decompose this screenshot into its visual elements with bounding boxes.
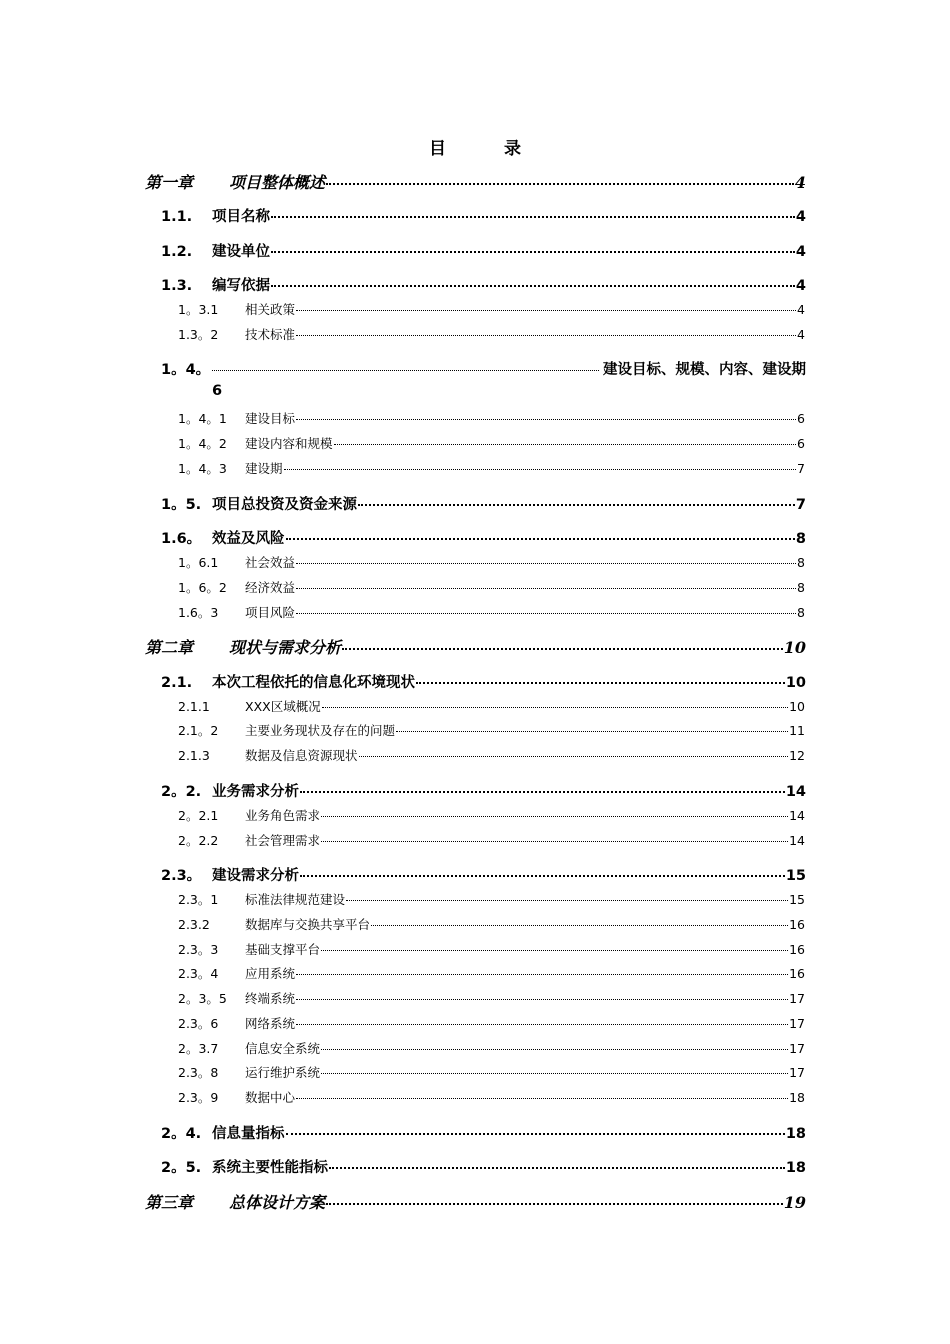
toc-page-number: 8 xyxy=(795,531,806,547)
toc-subsection-1-4-1[interactable] xyxy=(178,409,805,427)
toc-subsection-2-3-7[interactable] xyxy=(178,1039,805,1057)
toc-number: 1。6.1 xyxy=(178,555,219,570)
toc-title: 编写依据 xyxy=(212,278,270,294)
toc-subsection-2-3-1[interactable] xyxy=(178,890,805,908)
toc-number: 2。2.2 xyxy=(178,833,219,848)
dot-leader xyxy=(416,682,785,684)
toc-number: 2.3。 xyxy=(161,868,202,884)
toc-page-number: 15 xyxy=(789,892,805,907)
toc-page-number: 8 xyxy=(797,605,805,620)
toc-page-number: 15 xyxy=(785,868,806,884)
toc-chapter-2[interactable] xyxy=(145,635,806,658)
toc-title: 主要业务现状及存在的问题 xyxy=(245,723,396,738)
toc-title: 建设单位 xyxy=(212,244,270,260)
toc-number: 第一章 xyxy=(145,173,194,192)
page-title: 目 录 xyxy=(429,139,547,159)
toc-title: 社会管理需求 xyxy=(245,833,321,848)
dot-leader xyxy=(284,469,797,470)
toc-number: 2。4. xyxy=(161,1126,202,1142)
dot-leader xyxy=(359,756,789,757)
toc-subsection-2-2-2[interactable] xyxy=(178,831,805,849)
toc-page-number: 19 xyxy=(783,1193,806,1212)
toc-page-number: 16 xyxy=(789,942,805,957)
toc-title: 建设需求分析 xyxy=(212,868,299,884)
toc-page-number: 18 xyxy=(785,1126,806,1142)
toc-page-number: 6 xyxy=(797,436,805,451)
toc-page-number: 6 xyxy=(797,411,805,426)
toc-page-number: 17 xyxy=(789,1016,805,1031)
toc-page-number: 17 xyxy=(789,991,805,1006)
toc-page-number: 4 xyxy=(795,209,806,225)
toc-number: 2.3。8 xyxy=(178,1065,219,1080)
toc-title: 系统主要性能指标 xyxy=(212,1160,328,1176)
toc-subsection-2-3-5[interactable] xyxy=(178,989,805,1007)
toc-number: 1.1. xyxy=(161,209,193,225)
toc-page-number: 14 xyxy=(789,833,805,848)
toc-number: 2。2.1 xyxy=(178,808,219,823)
toc-number: 2.1. xyxy=(161,675,193,691)
toc-title: 数据库与交换共享平台 xyxy=(245,917,371,932)
dot-leader xyxy=(296,974,788,975)
toc-title: 技术标准 xyxy=(245,327,296,342)
toc-section-1-1[interactable] xyxy=(161,205,806,226)
toc-subsection-2-3-9[interactable] xyxy=(178,1088,805,1106)
toc-page-number: 10 xyxy=(785,675,806,691)
toc-page-number: 8 xyxy=(797,555,805,570)
dot-leader xyxy=(321,816,788,817)
toc-subsection-1-6-1[interactable] xyxy=(178,553,805,571)
toc-number: 1。4。 xyxy=(161,362,211,378)
toc-title: 项目风险 xyxy=(245,605,296,620)
toc-number: 1。6。2 xyxy=(178,580,227,595)
toc-title: 效益及风险 xyxy=(212,531,285,547)
toc-title: 总体设计方案 xyxy=(229,1193,326,1212)
toc-subsection-2-2-1[interactable] xyxy=(178,806,805,824)
toc-section-2-3[interactable] xyxy=(161,864,806,885)
toc-subsection-1-4-2[interactable] xyxy=(178,434,805,452)
dot-leader xyxy=(286,538,795,540)
toc-number: 2。5. xyxy=(161,1160,202,1176)
toc-page-number: 18 xyxy=(789,1090,805,1105)
toc-number: 2。2. xyxy=(161,784,202,800)
toc-page-number: 17 xyxy=(789,1065,805,1080)
toc-subsection-2-1-1[interactable] xyxy=(178,697,805,715)
dot-leader xyxy=(321,841,788,842)
dot-leader xyxy=(371,925,788,926)
toc-title: 标准法律规范建设 xyxy=(245,892,346,907)
dot-leader xyxy=(296,335,796,336)
toc-number: 2.1.1 xyxy=(178,699,210,714)
dot-leader xyxy=(396,731,788,732)
toc-page-number: 7 xyxy=(795,497,806,513)
dot-leader xyxy=(271,251,795,253)
dot-leader xyxy=(271,285,795,287)
toc-page-number: 11 xyxy=(789,723,805,738)
toc-title: 业务角色需求 xyxy=(245,808,321,823)
toc-number: 2.3。3 xyxy=(178,942,219,957)
dot-leader xyxy=(342,648,783,650)
dot-leader xyxy=(296,999,788,1000)
toc-title: 数据及信息资源现状 xyxy=(245,748,358,763)
toc-section-1-3[interactable] xyxy=(161,274,806,295)
dot-leader xyxy=(326,183,794,185)
toc-page-number: 4 xyxy=(794,173,806,192)
toc-number: 1。5. xyxy=(161,497,202,513)
toc-subsection-2-3-6[interactable] xyxy=(178,1014,805,1032)
dot-leader xyxy=(212,370,599,371)
toc-page-number: 18 xyxy=(785,1160,806,1176)
dot-leader xyxy=(296,563,796,564)
toc-title: 终端系统 xyxy=(245,991,296,1006)
toc-number: 1.6。3 xyxy=(178,605,219,620)
toc-title: 建设目标、规模、内容、建设期 xyxy=(603,362,806,378)
toc-subsection-2-3-4[interactable] xyxy=(178,964,805,982)
toc-page-number: 12 xyxy=(789,748,805,763)
toc-section-1-4[interactable] xyxy=(161,358,806,399)
toc-page-number: 10 xyxy=(789,699,805,714)
toc-title: 社会效益 xyxy=(245,555,296,570)
toc-number: 1。4。3 xyxy=(178,461,227,476)
dot-leader xyxy=(346,900,788,901)
toc-number: 2.3。6 xyxy=(178,1016,219,1031)
toc-number: 2。3。5 xyxy=(178,991,227,1006)
toc-page-number: 4 xyxy=(795,278,806,294)
toc-number: 1.6。 xyxy=(161,531,202,547)
toc-page-number: 16 xyxy=(789,966,805,981)
toc-section-2-5[interactable] xyxy=(161,1156,806,1177)
toc-subsection-1-4-3[interactable] xyxy=(178,459,805,477)
toc-title: 运行维护系统 xyxy=(245,1065,321,1080)
toc-subsection-2-3-3[interactable] xyxy=(178,940,805,958)
toc-number: 1。3.1 xyxy=(178,302,219,317)
dot-leader xyxy=(322,707,788,708)
toc-title: 信息量指标 xyxy=(212,1126,285,1142)
toc-page-number: 7 xyxy=(797,461,805,476)
toc-subsection-1-6-2[interactable] xyxy=(178,578,805,596)
dot-leader xyxy=(296,310,796,311)
toc-title: 建设期 xyxy=(245,461,283,476)
toc-subsection-1-6-3[interactable] xyxy=(178,603,805,621)
dot-leader xyxy=(321,1073,788,1074)
toc-title: 建设内容和规模 xyxy=(245,436,333,451)
dot-leader xyxy=(300,875,785,877)
toc-page-number: 8 xyxy=(797,580,805,595)
toc-title: 网络系统 xyxy=(245,1016,296,1031)
toc-subsection-1-3-1[interactable] xyxy=(178,300,805,318)
toc-title: 基础支撑平台 xyxy=(245,942,321,957)
dot-leader xyxy=(329,1167,785,1169)
toc-number: 1.3. xyxy=(161,278,193,294)
toc-number: 2.1。2 xyxy=(178,723,219,738)
toc-page-number: 17 xyxy=(789,1041,805,1056)
toc-number: 2。3.7 xyxy=(178,1041,219,1056)
toc-number: 2.3。1 xyxy=(178,892,219,907)
toc-title: 建设目标 xyxy=(245,411,296,426)
toc-subsection-1-3-2[interactable] xyxy=(178,325,805,343)
dot-leader xyxy=(334,444,797,445)
dot-leader xyxy=(296,613,796,614)
toc-page-number: 4 xyxy=(795,244,806,260)
toc-title: 项目总投资及资金来源 xyxy=(212,497,357,513)
toc-number: 2.3。9 xyxy=(178,1090,219,1105)
dot-leader xyxy=(271,216,795,218)
toc-subsection-2-3-8[interactable] xyxy=(178,1063,805,1081)
toc-number: 1。4。2 xyxy=(178,436,227,451)
toc-number: 2.1.3 xyxy=(178,748,210,763)
toc-chapter-1[interactable] xyxy=(145,170,806,193)
toc-page-number: 4 xyxy=(797,327,805,342)
toc-number: 2.3。4 xyxy=(178,966,219,981)
dot-leader xyxy=(296,419,796,420)
toc-title: 本次工程依托的信息化环境现状 xyxy=(212,675,415,691)
dot-leader xyxy=(321,1049,788,1050)
dot-leader xyxy=(321,950,788,951)
toc-number: 第三章 xyxy=(145,1193,194,1212)
toc-page-number: 10 xyxy=(783,638,806,657)
dot-leader xyxy=(300,791,785,793)
toc-title: 相关政策 xyxy=(245,302,296,317)
toc-page-number: 14 xyxy=(785,784,806,800)
toc-title: 应用系统 xyxy=(245,966,296,981)
toc-number: 1。4。1 xyxy=(178,411,227,426)
toc-subsection-2-1-3[interactable] xyxy=(178,746,805,764)
toc-title: 经济效益 xyxy=(245,580,296,595)
dot-leader xyxy=(296,1098,788,1099)
toc-title: 项目名称 xyxy=(212,209,270,225)
toc-section-1-5[interactable] xyxy=(161,493,806,514)
toc-title: 现状与需求分析 xyxy=(229,638,342,657)
dot-leader xyxy=(326,1203,783,1205)
toc-title: 数据中心 xyxy=(245,1090,296,1105)
dot-leader xyxy=(358,504,795,506)
toc-number: 1.2. xyxy=(161,244,193,260)
toc-section-2-2[interactable] xyxy=(161,780,806,801)
dot-leader xyxy=(296,588,796,589)
toc-section-2-1[interactable] xyxy=(161,671,806,692)
toc-number: 第二章 xyxy=(145,638,194,657)
toc-chapter-3[interactable] xyxy=(145,1190,806,1213)
toc-page-number: 16 xyxy=(789,917,805,932)
toc-subsection-2-3-2[interactable] xyxy=(178,915,805,933)
toc-subsection-2-1-2[interactable] xyxy=(178,721,805,739)
toc-section-2-4[interactable] xyxy=(161,1122,806,1143)
toc-page-number: 14 xyxy=(789,808,805,823)
dot-leader xyxy=(286,1133,785,1135)
toc-title: XXX区域概况 xyxy=(245,699,321,714)
toc-section-1-2[interactable] xyxy=(161,240,806,261)
toc-title: 业务需求分析 xyxy=(212,784,299,800)
toc-page-number: 6 xyxy=(212,383,223,399)
toc-title: 项目整体概述 xyxy=(229,173,326,192)
toc-section-1-6[interactable] xyxy=(161,527,806,548)
toc-title: 信息安全系统 xyxy=(245,1041,321,1056)
toc-page-number: 4 xyxy=(797,302,805,317)
toc-number: 2.3.2 xyxy=(178,917,210,932)
toc-number: 1.3。2 xyxy=(178,327,219,342)
dot-leader xyxy=(296,1024,788,1025)
